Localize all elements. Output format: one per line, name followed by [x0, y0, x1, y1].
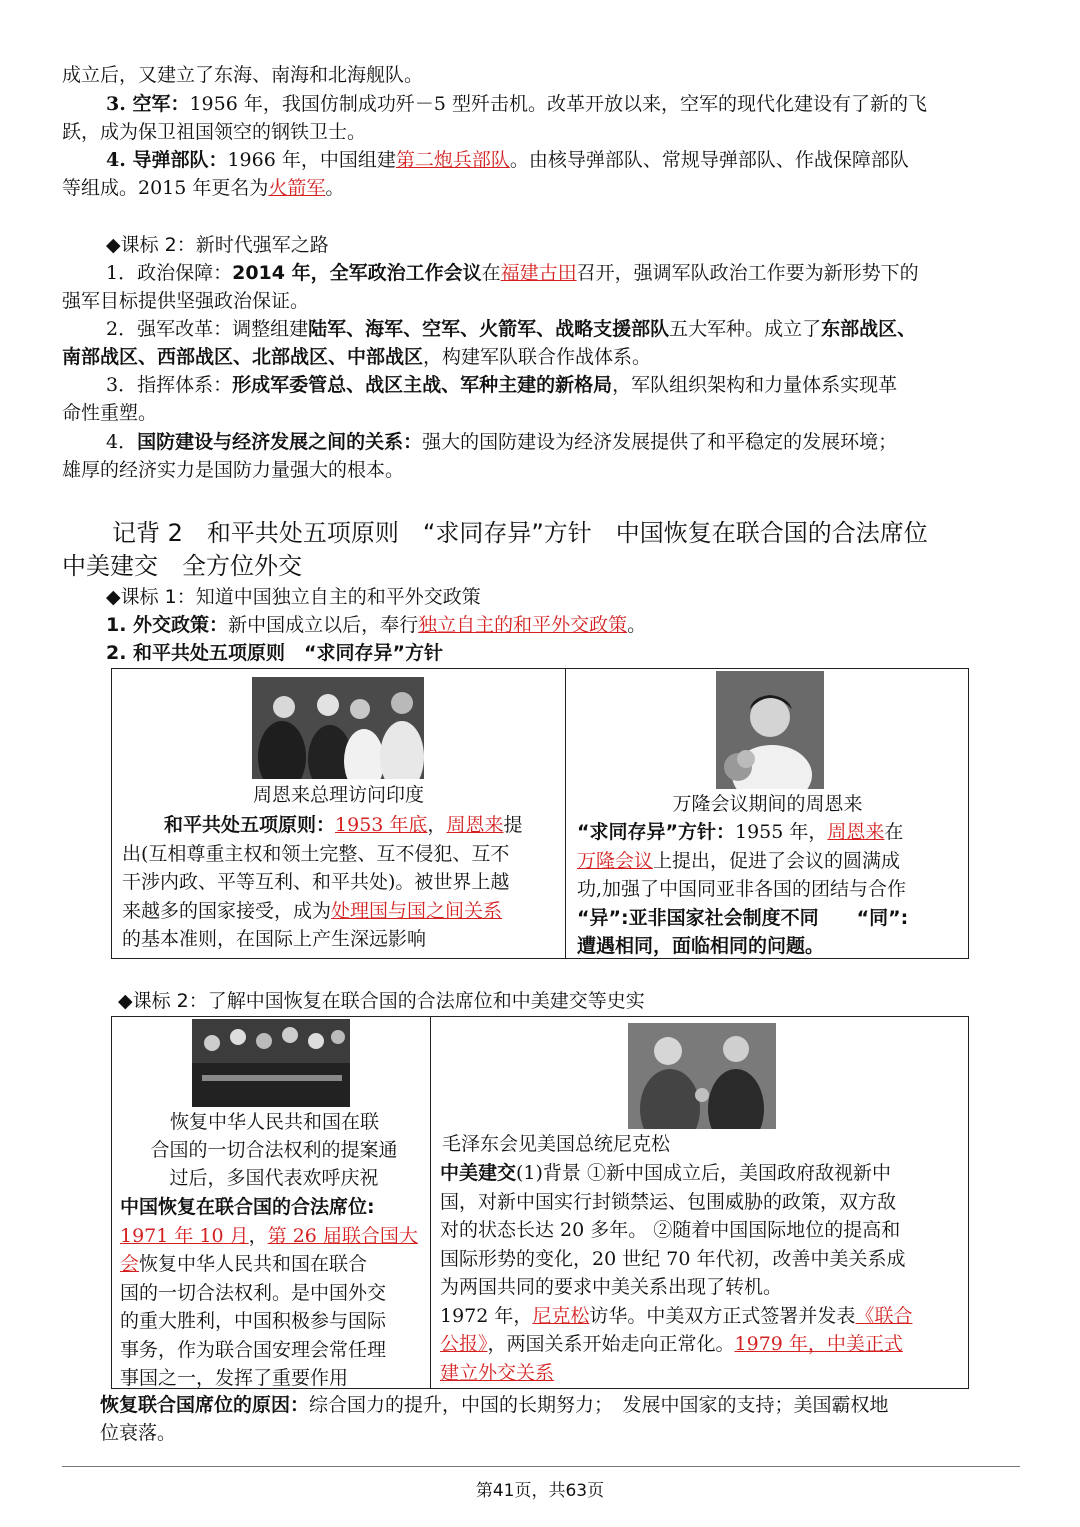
- section-heading: ◆课标 2：新时代强军之路: [106, 234, 329, 256]
- un-seat-reasons: 恢复联合国席位的原因：综合国力的提升，中国的长期努力； 发展中国家的支持；美国霸权地: [100, 1394, 889, 1416]
- un-seat-table: [111, 1016, 969, 1389]
- photo-image: [716, 671, 824, 789]
- sino-us-text: 中美建交(1)背景 ①新中国成立后，美国政府敌视新中 国，对新中国实行封锁禁运、包围威胁的政策，双方敌 对的状态长达 20 多年。 ②随着中国国际地位的提高和 国际形势的变化，20 世纪 70 年代初，改善中美关系成 为两国共同的要求中美关系出现了转机。 1972 年，尼克松访华。中美双方正式签署并发表《联合 公报》，两国关系开始走向正常化。1979 年，中美正式 建立外交关系: [440, 1162, 913, 1384]
- air-force-paragraph: 3. 空军：1956 年，我国仿制成功歼－5 型歼击机。改革开放以来，空军的现代化建设有了新的飞: [106, 93, 927, 115]
- text-line: 跃，成为保卫祖国领空的钢铁卫士。: [62, 121, 367, 143]
- text-line: 雄厚的经济实力是国防力量强大的根本。: [62, 459, 405, 481]
- photo-un-celebration: [192, 1019, 350, 1107]
- photo-image: [192, 1019, 350, 1107]
- seek-common-ground-text: “求同存异”方针：1955 年，周恩来在 万隆会议上提出，促进了会议的圆满成 功,加强了中国同亚非各国的团结与合作 “异”:亚非国家社会制度不同 “同”: 遭遇相同，面临相同的问题。: [577, 821, 909, 957]
- section-heading: ◆课标 1：知道中国独立自主的和平外交政策: [106, 586, 481, 608]
- five-principles-text: 和平共处五项原则：1953 年底，周恩来提 出(互相尊重主权和领土完整、互不侵犯、互不 干涉内政、平等互利、和平共处)。被世界上越 来越多的国家接受，成为处理国与国之间关系 的基本准则，在国际上产生深远影响: [122, 814, 523, 950]
- text-line: 等组成。2015 年更名为火箭军。: [62, 177, 345, 199]
- text-line: 1．政治保障：2014 年，全军政治工作会议在福建古田召开，强调军队政治工作要为新形势下的: [106, 262, 919, 284]
- table-cell-left: [112, 1017, 431, 1388]
- text-line: 位衰落。: [100, 1422, 177, 1444]
- text-line: 2．强军改革：调整组建陆军、海军、空军、火箭军、战略支援部队五大军种。成立了东部战区、: [106, 318, 917, 340]
- table-cell-left: [112, 669, 566, 958]
- foreign-policy-line: 1. 外交政策：新中国成立以后，奉行独立自主的和平外交政策。: [106, 614, 647, 636]
- table-cell-right: [567, 669, 968, 958]
- missile-paragraph: 4. 导弹部队：1966 年，中国组建第二炮兵部队。由核导弹部队、常规导弹部队、作战保障部队: [106, 149, 909, 171]
- text-line: 4．国防建设与经济发展之间的关系：强大的国防建设为经济发展提供了和平稳定的发展环境；: [106, 431, 898, 453]
- text-line: 南部战区、西部战区、北部战区、中部战区，构建军队联合作战体系。: [62, 346, 652, 368]
- subsection-heading: 2. 和平共处五项原则 “求同存异”方针: [106, 642, 444, 664]
- text-line: 成立后，又建立了东海、南海和北海舰队。: [62, 64, 424, 86]
- text-line: 命性重塑。: [62, 402, 158, 424]
- un-seat-text: 中国恢复在联合国的合法席位: 1971 年 10 月，第 26 届联合国大 会恢复中华人民共和国在联合 国的一切合法权利。是中国外交 的重大胜利，中国积极参与国际 事务，作为联合国安理会常任理 事国之一，发挥了重要作用: [120, 1196, 418, 1389]
- photo-caption: 万隆会议期间的周恩来: [672, 793, 863, 815]
- text-line: 3．指挥体系：形成军委管总、战区主战、军种主建的新格局，军队组织架构和力量体系实现革: [106, 374, 898, 396]
- photo-image: [628, 1023, 776, 1129]
- section-heading: ◆课标 2：了解中国恢复在联合国的合法席位和中美建交等史实: [118, 990, 645, 1012]
- principles-table: [111, 668, 969, 959]
- footer-divider: [62, 1466, 1020, 1467]
- photo-caption: 恢复中华人民共和国在联 合国的一切合法权利的提案通 过后，多国代表欢呼庆祝: [150, 1111, 398, 1189]
- memory-title-cont: 中美建交 全方位外交: [62, 552, 302, 580]
- memory-title: 记背 2 和平共处五项原则 “求同存异”方针 中国恢复在联合国的合法席位: [112, 519, 928, 547]
- photo-zhou-visit-india: [252, 677, 424, 779]
- photo-zhou-bandung: [716, 671, 824, 789]
- photo-mao-nixon: [628, 1023, 776, 1129]
- text-line: 强军目标提供坚强政治保证。: [62, 290, 310, 312]
- photo-caption: 毛泽东会见美国总统尼克松: [442, 1133, 671, 1155]
- table-cell-right: [432, 1017, 968, 1388]
- photo-caption: 周恩来总理访问印度: [252, 784, 424, 806]
- photo-image: [252, 677, 424, 779]
- page-number: 第41页，共63页: [475, 1481, 605, 1501]
